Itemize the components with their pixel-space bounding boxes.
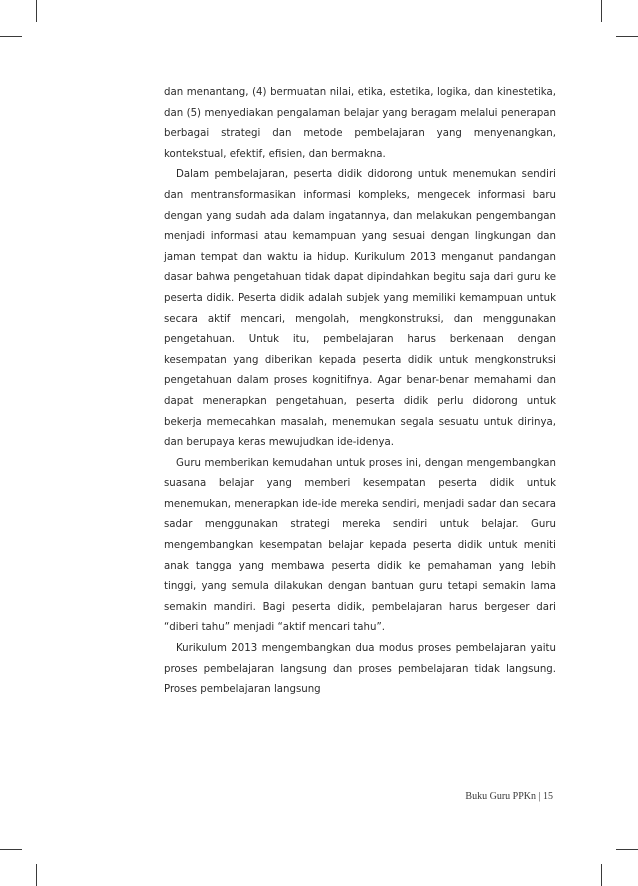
crop-mark-top-right-h <box>616 36 638 37</box>
paragraph-continuation: dan menantang, (4) bermuatan nilai, etika, estetika, logika, dan kinestetika, dan (5) menyediakan pengalaman belajar yang beragam melalui penerapan berbagai strategi dan metode pembelajaran yang menyenangkan, kontekstual, efektif, efisien, dan bermakna. <box>164 87 556 160</box>
crop-mark-top-right-v <box>601 0 602 22</box>
paragraph-pembelajaran: Dalam pembelajaran, peserta didik didorong untuk menemukan sendiri dan mentransformasikan informasi kompleks, mengecek informasi baru dengan yang sudah ada dalam ingatannya, dan melakukan pengembangan menjadi informasi atau kemampuan yang sesuai dengan lingkungan dan jaman tempat dan waktu ia hidup. Kurikulum 2013 menganut pandangan dasar bahwa pengetahuan tidak dapat dipindahkan begitu saja dari guru ke peserta didik. Peserta didik adalah subjek yang memiliki kemampuan untuk secara aktif mencari, mengolah, mengkonstruksi, dan menggunakan pengetahuan. Untuk itu, pembelajaran harus berkenaan dengan kesempatan yang diberikan kepada peserta didik untuk mengkonstruksi pengetahuan dalam proses kognitifnya. Agar benar-benar memahami dan dapat menerapkan pengetahuan, peserta didik perlu didorong untuk bekerja memecahkan masalah, menemukan segala sesuatu untuk dirinya, dan berupaya keras mewujudkan ide-idenya. <box>164 169 556 449</box>
paragraph-guru: Guru memberikan kemudahan untuk proses ini, dengan mengembangkan suasana belajar yang memberi kesempatan peserta didik untuk menemukan, menerapkan ide-ide mereka sendiri, menjadi sadar dan secara sadar menggunakan strategi mereka sendiri untuk belajar. Guru mengembangkan kesempatan belajar kepada peserta didik untuk meniti anak tangga yang membawa peserta didik ke pemahaman yang lebih tinggi, yang semula dilakukan dengan bantuan guru tetapi semakin lama semakin mandiri. Bagi peserta didik, pembelajaran harus bergeser dari “diberi tahu” menjadi “aktif mencari tahu”. <box>164 457 556 634</box>
crop-mark-bottom-right-h <box>616 849 638 850</box>
crop-mark-bottom-left-h <box>0 849 22 850</box>
page-footer: Buku Guru PPKn | 15 <box>465 791 553 802</box>
body-text <box>164 83 556 701</box>
crop-mark-top-left-v <box>36 0 37 22</box>
paragraph-kurikulum: Kurikulum 2013 mengembangkan dua modus proses pembelajaran yaitu proses pembelajaran langsung dan proses pembelajaran tidak langsung. Proses pembelajaran langsung <box>164 643 556 696</box>
crop-mark-bottom-left-v <box>36 864 37 886</box>
crop-mark-bottom-right-v <box>601 864 602 886</box>
crop-mark-top-left-h <box>0 36 22 37</box>
